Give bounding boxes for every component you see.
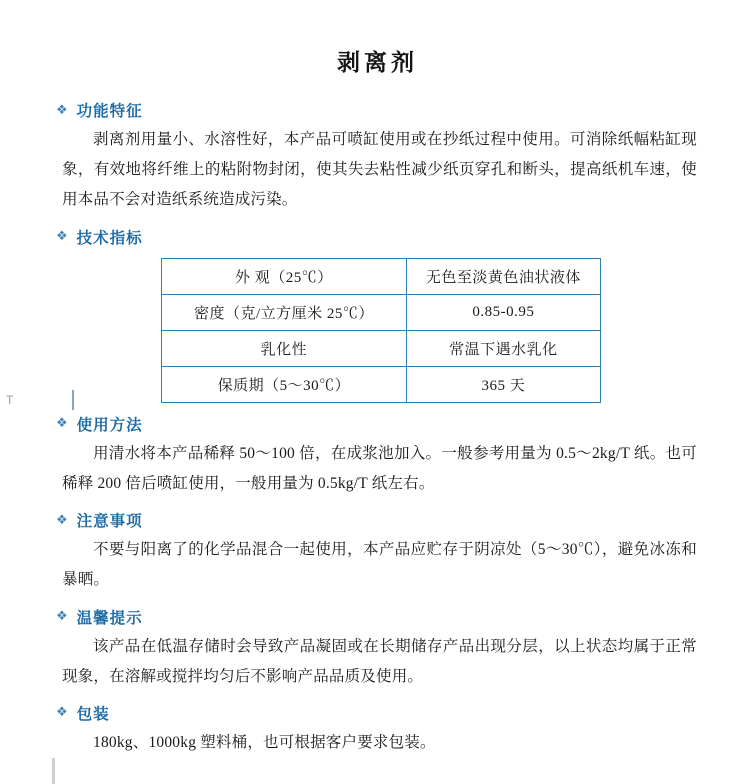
diamond-bullet-icon: ❖ — [56, 228, 68, 244]
page-title: 剥离剂 — [337, 50, 418, 75]
table-row — [161, 366, 600, 402]
text-cursor-marker — [72, 390, 74, 410]
page-edge-marker-left: T — [6, 393, 14, 407]
section-heading-usage — [52, 413, 703, 435]
section-paragraph-usage: 用清水将本产品稀释 50～100 倍，在成浆池加入。一般参考用量为 0.5～2kg/T 纸。也可稀释 200 倍后喷缸使用，一般用量为 0.5kg/T 纸左右。 — [62, 444, 697, 492]
section-paragraph-caution: 不要与阳离了的化学品混合一起使用，本产品应贮存于阴凉处（5～30℃），避免冰冻和暴晒。 — [62, 541, 697, 589]
spec-table — [161, 258, 601, 403]
table-row — [161, 294, 600, 330]
section-title-specs: 技术指标 — [76, 229, 143, 247]
section-title-function: 功能特征 — [76, 103, 143, 120]
section-title-tips: 温馨提示 — [76, 609, 143, 627]
diamond-bullet-icon: ❖ — [56, 511, 68, 527]
section-title-packaging: 包装 — [76, 705, 110, 723]
spec-name: 保质期（5～30℃） — [161, 366, 407, 402]
section-title-caution: 注意事项 — [76, 513, 143, 531]
section-title-usage: 使用方法 — [76, 416, 143, 434]
section-paragraph-tips: 该产品在低温存储时会导致产品凝固或在长期储存产品出现分层，以上状态均属于正常现象，在溶解或搅拌均匀后不影响产品品质及使用。 — [62, 637, 697, 685]
section-heading-caution — [52, 509, 703, 531]
spec-value: 0.85-0.95 — [407, 294, 600, 330]
section-heading-tips — [52, 606, 703, 628]
diamond-bullet-icon: ❖ — [56, 415, 68, 431]
section-heading-function — [52, 99, 703, 121]
spec-value: 无色至淡黄色油状液体 — [407, 258, 600, 294]
table-row — [161, 258, 600, 294]
section-paragraph-packaging: 180kg、1000kg 塑料桶，也可根据客户要求包装。 — [93, 733, 436, 751]
diamond-bullet-icon: ❖ — [56, 704, 68, 720]
spec-name: 外 观（25℃） — [161, 258, 407, 294]
spec-name: 密度（克/立方厘米 25℃） — [161, 294, 407, 330]
spec-table-wrapper — [52, 252, 703, 413]
diamond-bullet-icon: ❖ — [56, 608, 68, 624]
section-heading-specs — [52, 226, 703, 248]
table-row — [161, 330, 600, 366]
section-paragraph-function: 剥离剂用量小、水溶性好，本产品可喷缸使用或在抄纸过程中使用。可消除纸幅粘缸现象，有效地将纤维上的粘附物封闭，使其失去粘性减少纸页穿孔和断头，提高纸机车速，使用本品不会对造纸系统造成污染。 — [62, 131, 697, 209]
spec-name: 乳化性 — [161, 330, 407, 366]
spec-value: 常温下遇水乳化 — [407, 330, 600, 366]
spec-value: 365 天 — [407, 366, 600, 402]
diamond-bullet-icon: ❖ — [56, 101, 68, 117]
page-edge-marker-right — [52, 758, 55, 784]
section-heading-packaging — [52, 702, 703, 724]
